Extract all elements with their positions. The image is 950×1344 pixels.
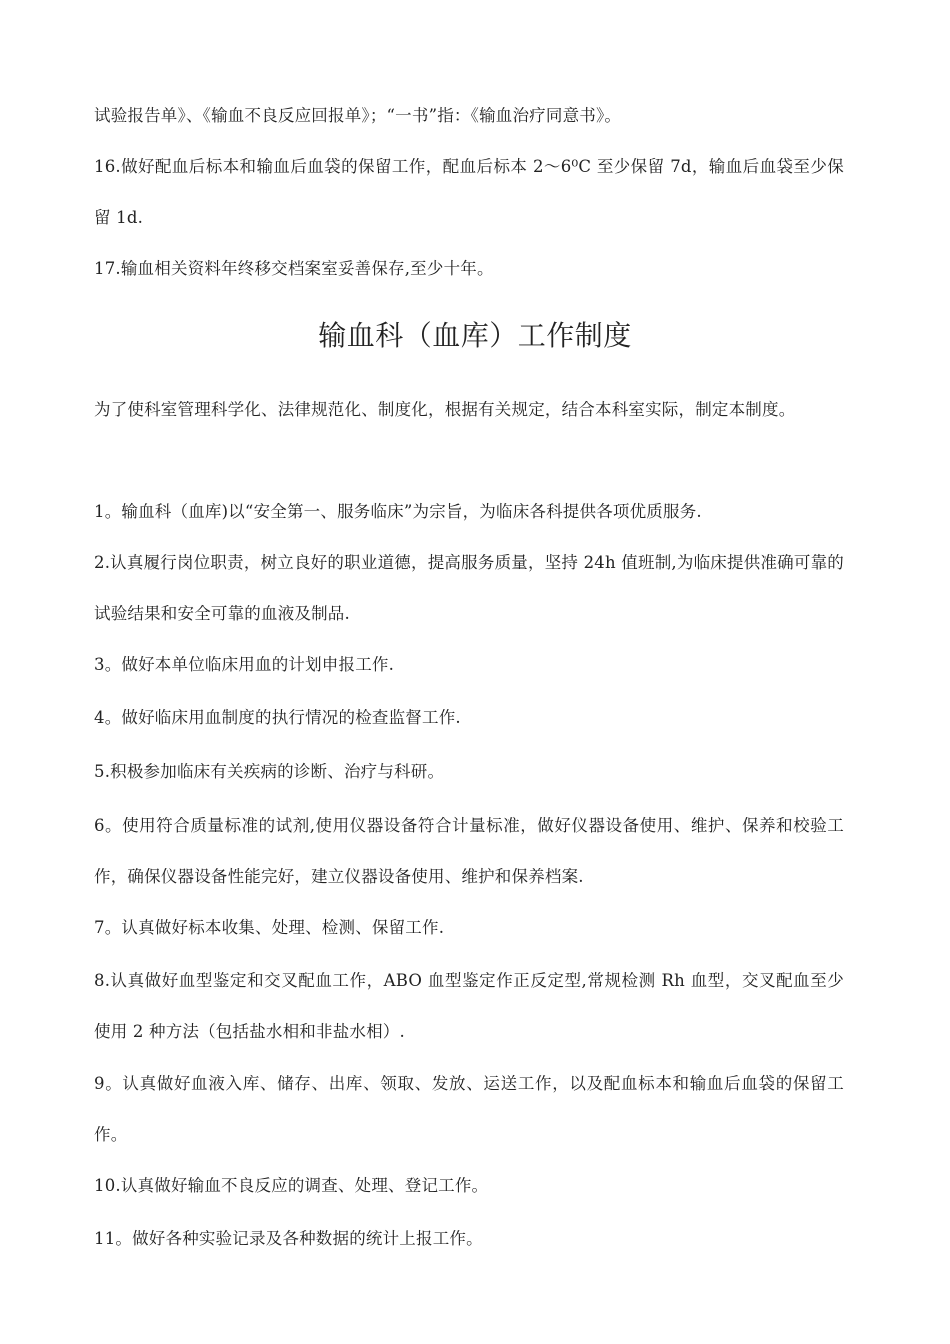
list-item: 2.认真履行岗位职责，树立良好的职业道德，提高服务质量，坚持 24h 值班制,为临床提供准确可靠的试验结果和安全可靠的血液及制品.	[94, 553, 844, 623]
section-title: 输血科（血库）工作制度	[318, 319, 632, 352]
list-item: 11。做好各种实验记录及各种数据的统计上报工作。	[94, 1229, 483, 1248]
paragraph-continuation: 试验报告单》、《输血不良反应回报单》；“一书”指：《输血治疗同意书》。	[94, 106, 622, 125]
list-item: 7。认真做好标本收集、处理、检测、保留工作.	[94, 918, 445, 937]
list-item: 10.认真做好输血不良反应的调查、处理、登记工作。	[94, 1176, 489, 1195]
paragraph-item-17: 17.输血相关资料年终移交档案室妥善保存,至少十年。	[94, 259, 494, 278]
list-item: 8.认真做好血型鉴定和交叉配血工作，ABO 血型鉴定作正反定型,常规检测 Rh 血型，交叉配血至少使用 2 种方法（包括盐水相和非盐水相）.	[94, 971, 844, 1041]
list-item: 5.积极参加临床有关疾病的诊断、治疗与科研。	[94, 762, 445, 781]
list-item: 3。做好本单位临床用血的计划申报工作.	[94, 655, 395, 674]
list-item: 9。认真做好血液入库、储存、出库、领取、发放、运送工作，以及配血标本和输血后血袋的保留工作。	[94, 1074, 844, 1144]
intro-paragraph: 为了使科室管理科学化、法律规范化、制度化，根据有关规定，结合本科室实际，制定本制度。	[94, 400, 796, 419]
paragraph-item-16: 16.做好配血后标本和输血后血袋的保留工作，配血后标本 2～6⁰C 至少保留 7d，输血后血袋至少保留 1d.	[94, 157, 844, 227]
list-item: 1。输血科（血库)以“安全第一、服务临床”为宗旨，为临床各科提供各项优质服务.	[94, 502, 702, 521]
list-item: 6。使用符合质量标准的试剂,使用仪器设备符合计量标准，做好仪器设备使用、维护、保养和校验工作，确保仪器设备性能完好，建立仪器设备使用、维护和保养档案.	[94, 816, 844, 886]
list-item: 4。做好临床用血制度的执行情况的检查监督工作.	[94, 708, 461, 727]
